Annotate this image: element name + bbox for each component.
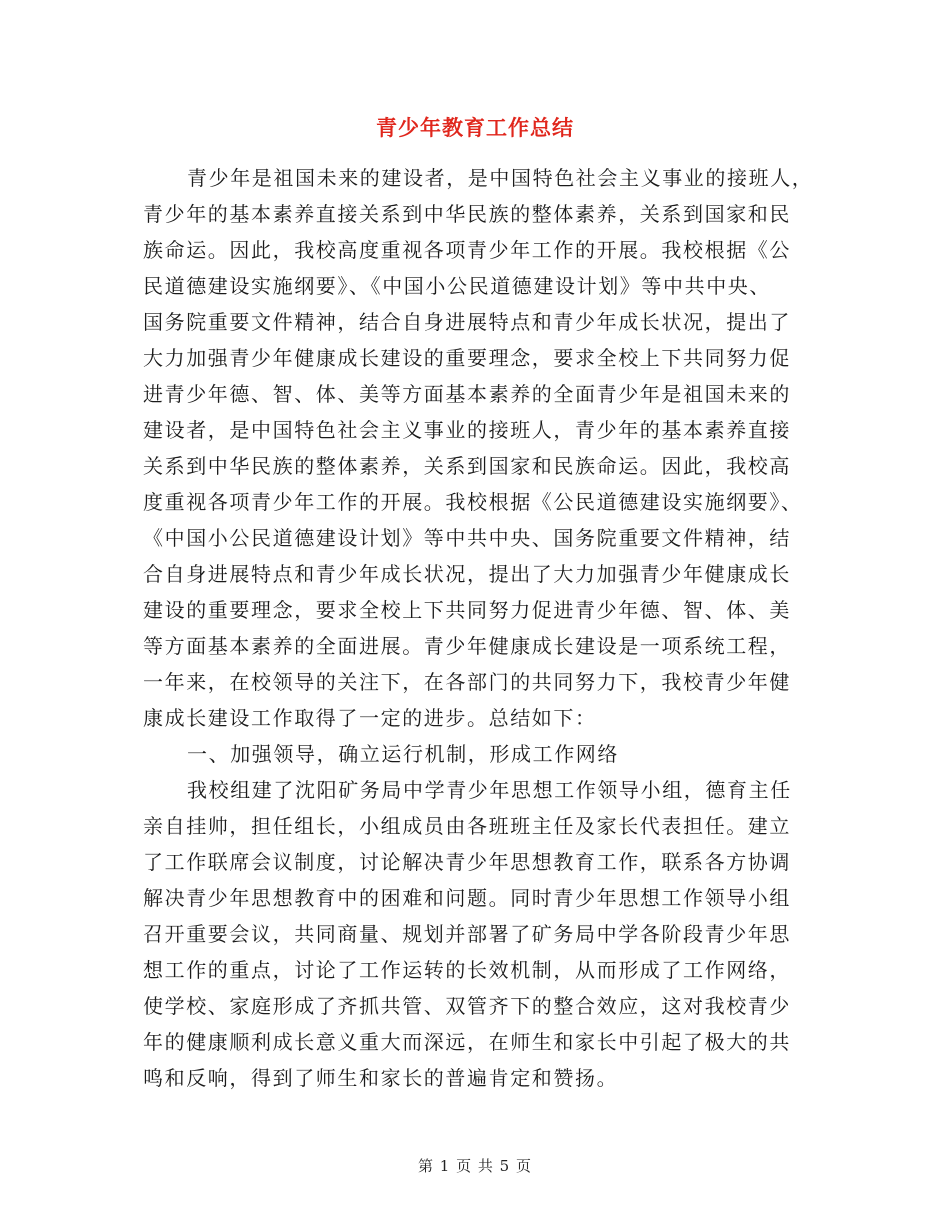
paragraph-line: 年的健康顺利成长意义重大而深远，在师生和家长中引起了极大的共 (143, 1030, 791, 1054)
paragraph-line: 青少年是祖国未来的建设者，是中国特色社会主义事业的接班人， (187, 166, 814, 190)
paragraph-line: 族命运。因此，我校高度重视各项青少年工作的开展。我校根据《公 (143, 238, 791, 262)
paragraph-line: 想工作的重点，讨论了工作运转的长效机制，从而形成了工作网络， (143, 958, 791, 982)
paragraph-line: 等方面基本素养的全面进展。青少年健康成长建设是一项系统工程， (143, 634, 791, 658)
paragraph-line: 度重视各项青少年工作的开展。我校根据《公民道德建设实施纲要》、 (143, 490, 803, 514)
paragraph-line: 《中国小公民道德建设计划》等中共中央、国务院重要文件精神，结 (143, 526, 791, 550)
document-body (143, 160, 814, 1096)
document-title: 青少年教育工作总结 (376, 116, 574, 140)
paragraph-line: 我校组建了沈阳矿务局中学青少年思想工作领导小组，德育主任 (187, 778, 792, 802)
paragraph-line: 亲自挂帅，担任组长，小组成员由各班班主任及家长代表担任。建立 (143, 814, 791, 838)
paragraph-line: 大力加强青少年健康成长建设的重要理念，要求全校上下共同努力促 (143, 346, 791, 370)
paragraph-line: 鸣和反响，得到了师生和家长的普遍肯定和赞扬。 (143, 1066, 619, 1090)
paragraph-line: 合自身进展特点和青少年成长状况，提出了大力加强青少年健康成长 (143, 562, 791, 586)
paragraph-line: 建设者，是中国特色社会主义事业的接班人，青少年的基本素养直接 (143, 418, 791, 442)
paragraph-line: 建设的重要理念，要求全校上下共同努力促进青少年德、智、体、美 (143, 598, 791, 622)
paragraph-line: 了工作联席会议制度，讨论解决青少年思想教育工作，联系各方协调 (143, 850, 791, 874)
paragraph-line: 一年来，在校领导的关注下，在各部门的共同努力下，我校青少年健 (143, 670, 791, 694)
paragraph-line: 召开重要会议，共同商量、规划并部署了矿务局中学各阶段青少年思 (143, 922, 791, 946)
paragraph-line: 康成长建设工作取得了一定的进步。总结如下： (143, 706, 597, 730)
paragraph-line: 民道德建设实施纲要》、《中国小公民道德建设计划》等中共中央、 (143, 274, 771, 298)
paragraph-line: 解决青少年思想教育中的困难和问题。同时青少年思想工作领导小组 (143, 886, 791, 910)
paragraph-line: 关系到中华民族的整体素养，关系到国家和民族命运。因此，我校高 (143, 454, 791, 478)
paragraph-line: 国务院重要文件精神，结合自身进展特点和青少年成长状况，提出了 (143, 310, 791, 334)
section-heading: 一、加强领导，确立运行机制，形成工作网络 (187, 742, 619, 766)
paragraph-line: 进青少年德、智、体、美等方面基本素养的全面青少年是祖国未来的 (143, 382, 791, 406)
paragraph-line: 使学校、家庭形成了齐抓共管、双管齐下的整合效应，这对我校青少 (143, 994, 791, 1018)
page-footer: 第 1 页 共 5 页 (418, 1157, 532, 1175)
paragraph-line: 青少年的基本素养直接关系到中华民族的整体素养，关系到国家和民 (143, 202, 791, 226)
